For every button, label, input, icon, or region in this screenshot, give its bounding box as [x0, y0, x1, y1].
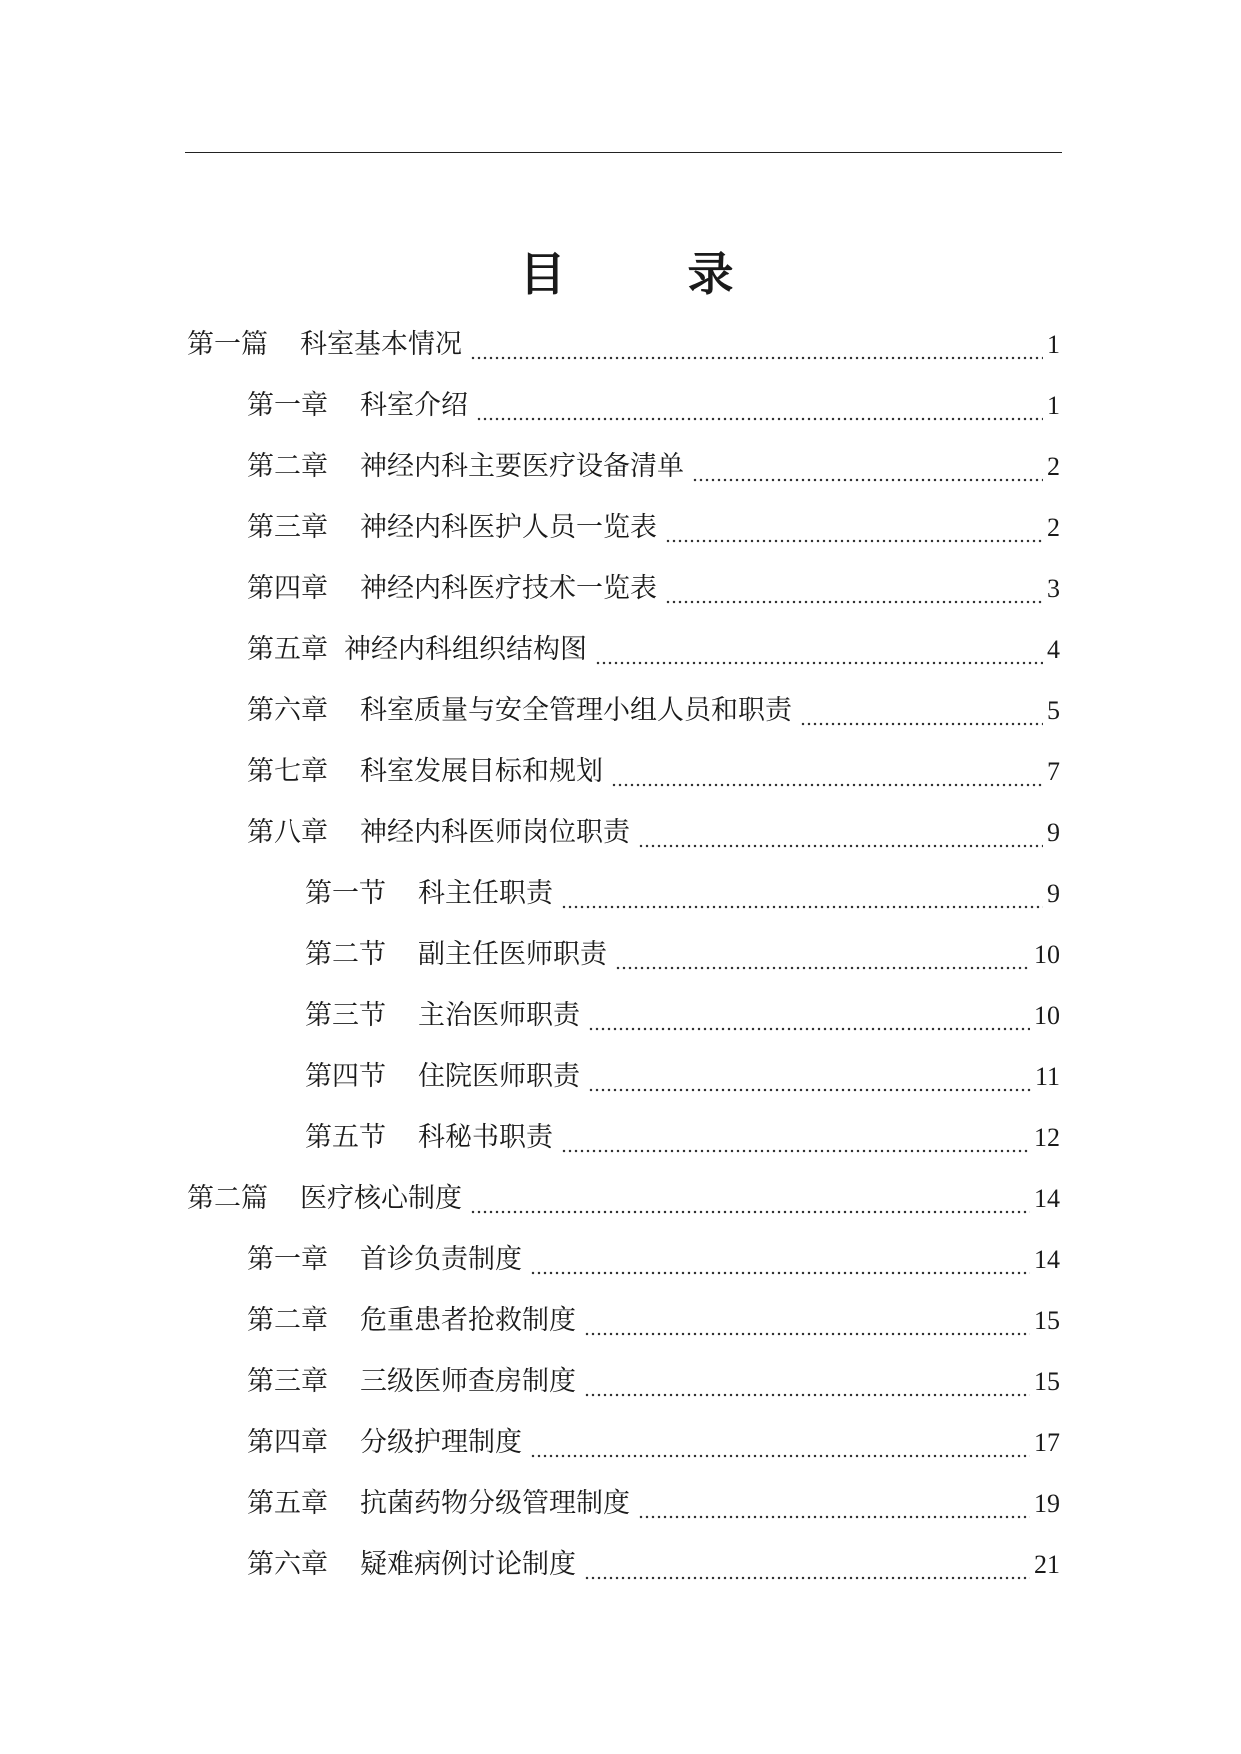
toc-entry-chapter[interactable] [247, 630, 1060, 670]
toc-entry-number: 第五章 [247, 1488, 328, 1519]
toc-entry-page: 9 [1047, 879, 1060, 908]
toc-entry-page: 11 [1034, 1062, 1060, 1091]
toc-entry-chapter[interactable] [247, 447, 1060, 487]
toc-entry-page: 1 [1047, 391, 1060, 420]
toc-entry-title: 科主任职责 [418, 878, 553, 909]
toc-entry-section[interactable] [305, 1118, 1060, 1158]
dot-leader [611, 758, 1043, 788]
toc-entry-title: 科室介绍 [360, 390, 468, 421]
toc-entry-title: 副主任医师职责 [418, 939, 607, 970]
toc-entry-number: 第二章 [247, 451, 328, 482]
dot-leader [800, 697, 1043, 727]
toc-entry-chapter[interactable] [247, 1362, 1060, 1402]
toc-entry-chapter[interactable] [247, 569, 1060, 609]
dot-leader [595, 636, 1043, 666]
dot-leader [476, 392, 1043, 422]
toc-entry-page: 1 [1047, 330, 1060, 359]
toc-entry-number: 第一章 [247, 1244, 328, 1275]
toc-entry-page: 2 [1047, 452, 1060, 481]
toc-entry-chapter[interactable] [247, 1240, 1060, 1280]
toc-entry-chapter[interactable] [247, 1545, 1060, 1585]
toc-entry-chapter[interactable] [247, 1301, 1060, 1341]
header-rule [185, 152, 1062, 153]
toc-entry-chapter[interactable] [247, 1484, 1060, 1524]
toc-entry-page: 14 [1034, 1245, 1060, 1274]
toc-entry-number: 第二章 [247, 1305, 328, 1336]
dot-leader [530, 1429, 1030, 1459]
toc-entry-chapter[interactable] [247, 508, 1060, 548]
dot-leader [584, 1368, 1030, 1398]
toc-entry-page: 4 [1047, 635, 1060, 664]
toc-entry-page: 9 [1047, 818, 1060, 847]
toc-entry-number: 第二篇 [187, 1183, 268, 1214]
dot-leader [530, 1246, 1030, 1276]
dot-leader [692, 453, 1043, 483]
dot-leader [588, 1063, 1031, 1093]
toc-entry-title: 抗菌药物分级管理制度 [360, 1488, 630, 1519]
toc-entry-number: 第五章 [247, 634, 328, 665]
toc-entry-part-2[interactable] [187, 1179, 1060, 1219]
toc-entry-number: 第四章 [247, 573, 328, 604]
toc-entry-number: 第一篇 [187, 329, 268, 360]
toc-entry-title: 神经内科医护人员一览表 [360, 512, 657, 543]
toc-entry-section[interactable] [305, 1057, 1060, 1097]
toc-entry-title: 主治医师职责 [418, 1000, 580, 1031]
toc-entry-number: 第一章 [247, 390, 328, 421]
toc-entry-title: 神经内科主要医疗设备清单 [360, 451, 684, 482]
toc-entry-chapter[interactable] [247, 691, 1060, 731]
toc-entry-page: 2 [1047, 513, 1060, 542]
toc-entry-number: 第三章 [247, 1366, 328, 1397]
toc-entry-title: 神经内科医师岗位职责 [360, 817, 630, 848]
dot-leader [470, 331, 1043, 361]
toc-entry-title: 科秘书职责 [418, 1122, 553, 1153]
page-title: 目 录 [519, 247, 772, 301]
toc-entry-page: 15 [1034, 1306, 1060, 1335]
dot-leader [665, 575, 1043, 605]
dot-leader [588, 1002, 1030, 1032]
toc-entry-page: 3 [1047, 574, 1060, 603]
toc-entry-title: 神经内科组织结构图 [344, 634, 587, 665]
toc-entry-title: 三级医师查房制度 [360, 1366, 576, 1397]
toc-entry-title: 神经内科医疗技术一览表 [360, 573, 657, 604]
dot-leader [638, 819, 1043, 849]
toc-entry-number: 第六章 [247, 695, 328, 726]
toc-entry-page: 7 [1047, 757, 1060, 786]
toc-entry-page: 10 [1034, 940, 1060, 969]
toc-entry-page: 12 [1034, 1123, 1060, 1152]
toc-entry-number: 第四章 [247, 1427, 328, 1458]
toc-entry-title: 科室质量与安全管理小组人员和职责 [360, 695, 792, 726]
toc-entry-part-1[interactable] [187, 325, 1060, 365]
dot-leader [615, 941, 1030, 971]
toc-entry-section[interactable] [305, 874, 1060, 914]
toc-entry-number: 第五节 [305, 1122, 386, 1153]
dot-leader [561, 880, 1043, 910]
toc-entry-chapter[interactable] [247, 386, 1060, 426]
toc-entry-chapter[interactable] [247, 813, 1060, 853]
toc-entry-chapter[interactable] [247, 1423, 1060, 1463]
toc-entry-number: 第三节 [305, 1000, 386, 1031]
toc-entry-title: 危重患者抢救制度 [360, 1305, 576, 1336]
toc-entry-number: 第二节 [305, 939, 386, 970]
toc-entry-page: 5 [1047, 696, 1060, 725]
toc-entry-title: 科室基本情况 [300, 329, 462, 360]
dot-leader [665, 514, 1043, 544]
toc-entry-page: 17 [1034, 1428, 1060, 1457]
dot-leader [638, 1490, 1030, 1520]
toc-entry-number: 第七章 [247, 756, 328, 787]
toc-entry-page: 19 [1034, 1489, 1060, 1518]
toc-entry-number: 第四节 [305, 1061, 386, 1092]
dot-leader [584, 1551, 1030, 1581]
dot-leader [470, 1185, 1030, 1215]
toc-entry-title: 分级护理制度 [360, 1427, 522, 1458]
toc-entry-title: 首诊负责制度 [360, 1244, 522, 1275]
toc-entry-number: 第一节 [305, 878, 386, 909]
toc-entry-page: 10 [1034, 1001, 1060, 1030]
dot-leader [584, 1307, 1030, 1337]
dot-leader [561, 1124, 1030, 1154]
toc-entry-page: 14 [1034, 1184, 1060, 1213]
toc-entry-section[interactable] [305, 996, 1060, 1036]
toc-entry-page: 21 [1034, 1550, 1060, 1579]
toc-entry-section[interactable] [305, 935, 1060, 975]
toc-entry-page: 15 [1034, 1367, 1060, 1396]
toc-entry-title: 科室发展目标和规划 [360, 756, 603, 787]
toc-entry-number: 第八章 [247, 817, 328, 848]
toc-entry-chapter[interactable] [247, 752, 1060, 792]
toc-entry-title: 医疗核心制度 [300, 1183, 462, 1214]
toc-entry-number: 第六章 [247, 1549, 328, 1580]
toc-entry-number: 第三章 [247, 512, 328, 543]
toc-entry-title: 住院医师职责 [418, 1061, 580, 1092]
toc-entry-title: 疑难病例讨论制度 [360, 1549, 576, 1580]
